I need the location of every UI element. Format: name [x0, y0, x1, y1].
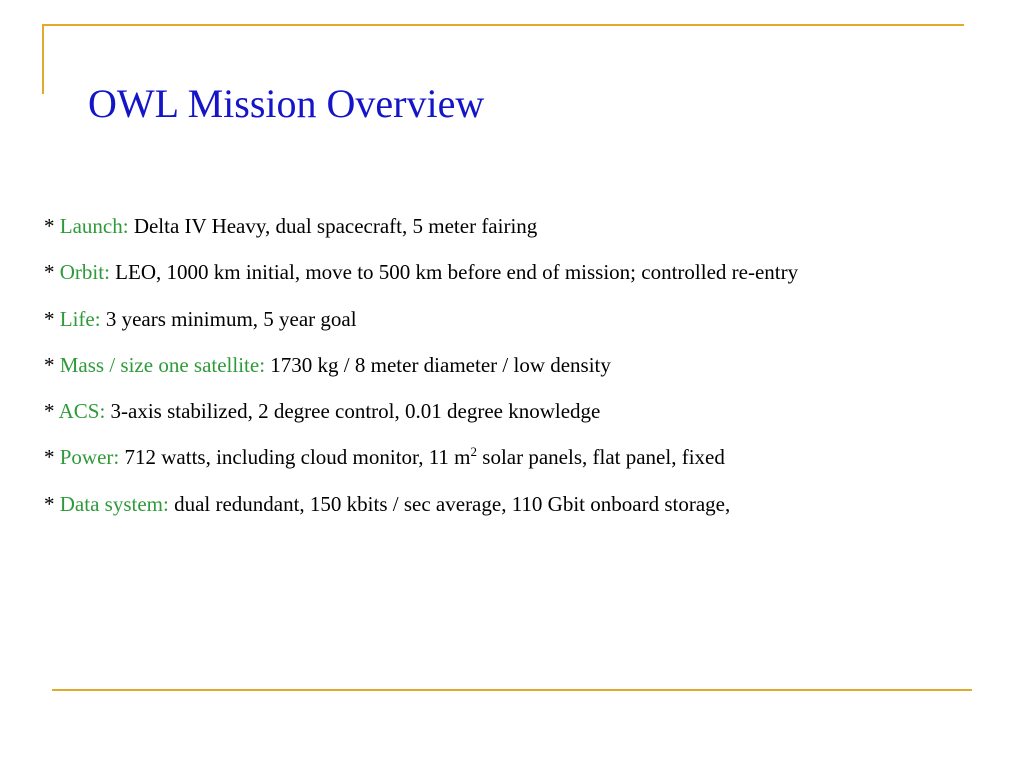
bullet-text-continued: solar panels, flat panel, fixed: [477, 445, 725, 470]
bullet-marker: *: [44, 352, 55, 377]
bullet-text: dual redundant, 150 kbits / sec average, 110 Gbit onboard storage,: [174, 491, 731, 516]
bullet-marker: *: [44, 491, 55, 516]
top-rule: [42, 24, 964, 26]
bullet-marker: *: [44, 445, 55, 470]
bullet-marker: *: [44, 260, 55, 285]
bullet-label: Mass / size one satellite:: [59, 352, 266, 377]
bullet-list: [44, 208, 984, 532]
bullet-data-system: [44, 486, 984, 522]
bullet-label: Orbit:: [59, 260, 110, 285]
bullet-label: Power:: [59, 445, 120, 470]
left-rule: [42, 24, 44, 94]
bullet-mass-size: [44, 347, 984, 383]
bullet-marker: *: [44, 306, 55, 331]
bullet-marker: *: [44, 399, 55, 424]
bullet-marker: *: [44, 214, 55, 238]
bullet-text: Delta IV Heavy, dual spacecraft, 5 meter fairing: [133, 214, 538, 238]
bullet-text: LEO, 1000 km initial, move to 500 km before end of mission; controlled re-entry: [115, 260, 799, 285]
bullet-launch: [44, 208, 984, 244]
bottom-rule: [52, 689, 972, 691]
slide-title: OWL Mission Overview: [88, 81, 485, 126]
superscript: 2: [470, 444, 478, 460]
bullet-label: ACS:: [58, 399, 106, 424]
bullet-label: Launch:: [59, 214, 129, 238]
bullet-label: Data system:: [59, 491, 169, 516]
bullet-label: Life:: [59, 306, 101, 331]
bullet-power: [44, 439, 984, 475]
bullet-text: 3 years minimum, 5 year goal: [105, 306, 357, 331]
bullet-life: [44, 301, 984, 337]
bullet-text: 1730 kg / 8 meter diameter / low density: [270, 352, 611, 377]
bullet-text: 712 watts, including cloud monitor, 11 m: [124, 445, 471, 470]
bullet-orbit: [44, 254, 984, 290]
bullet-acs: [44, 393, 984, 429]
bullet-text: 3-axis stabilized, 2 degree control, 0.01 degree knowledge: [110, 399, 601, 424]
